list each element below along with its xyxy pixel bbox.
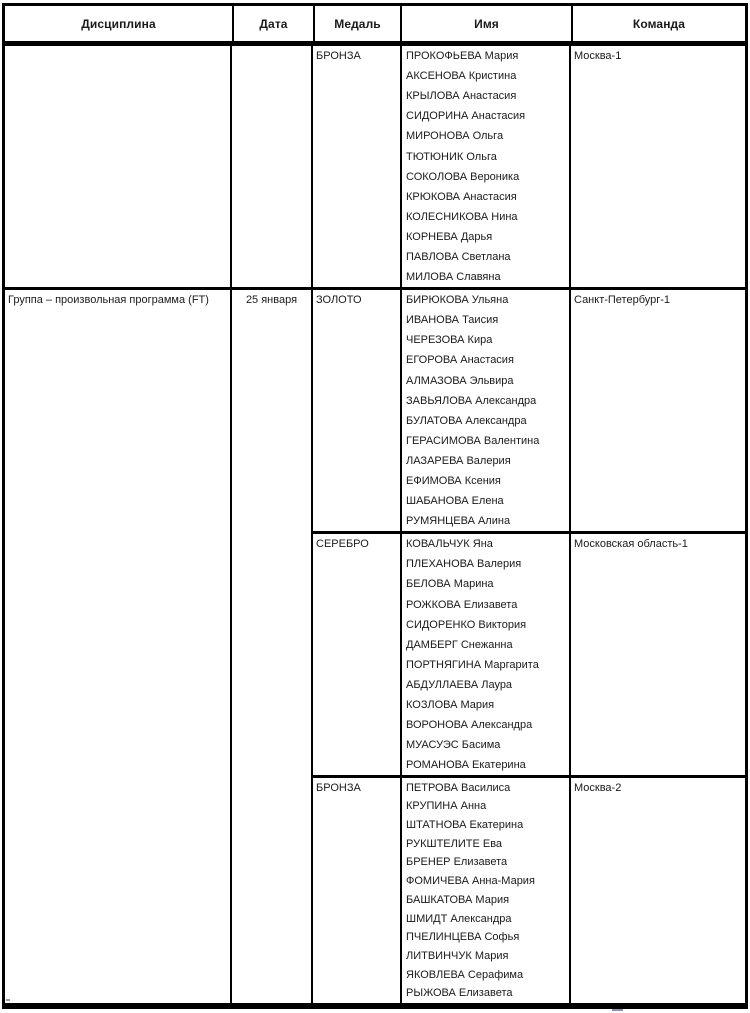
athlete-name: ЕГОРОВА Анастасия bbox=[406, 354, 514, 367]
names-cell bbox=[400, 534, 571, 775]
date-cell bbox=[232, 46, 313, 287]
athlete-name: БЕЛОВА Марина bbox=[406, 578, 494, 591]
team-cell: Москва-1 bbox=[574, 50, 622, 62]
athlete-name: МИРОНОВА Ольга bbox=[406, 130, 504, 143]
athlete-name: ПЧЕЛИНЦЕВА Софья bbox=[406, 931, 520, 944]
names-cell bbox=[400, 46, 571, 287]
athlete-name: ПЛЕХАНОВА Валерия bbox=[406, 558, 522, 571]
athlete-name: МИЛОВА Славяна bbox=[406, 271, 501, 284]
athlete-name: ЛАЗАРЕВА Валерия bbox=[406, 454, 511, 467]
athlete-name: ДАМБЕРГ Снежанна bbox=[406, 638, 513, 651]
athlete-name: ПЕТРОВА Василиса bbox=[406, 781, 511, 794]
athlete-name: ШТАТНОВА Екатерина bbox=[406, 819, 524, 832]
athlete-name: АЛМАЗОВА Эльвира bbox=[406, 374, 514, 387]
athlete-name: ИВАНОВА Таисия bbox=[406, 314, 499, 327]
page-edge-mark bbox=[612, 1009, 623, 1011]
athlete-name: РУКШТЕЛИТЕ Ева bbox=[406, 837, 503, 850]
athlete-name: ПРОКОФЬЕВА Мария bbox=[406, 50, 519, 63]
medal-cell: БРОНЗА bbox=[316, 50, 361, 62]
medal-row bbox=[313, 531, 745, 775]
athlete-name: БРЕНЕР Елизавета bbox=[406, 856, 508, 869]
athlete-name: МУАСУЭС Басима bbox=[406, 739, 501, 752]
athlete-name: ЛИТВИНЧУК Мария bbox=[406, 949, 509, 962]
column-header-team: Команда bbox=[571, 6, 745, 41]
athlete-name: ШМИДТ Александра bbox=[406, 912, 512, 925]
athlete-name: КРУПИНА Анна bbox=[406, 800, 487, 813]
athlete-name: БУЛАТОВА Александра bbox=[406, 414, 527, 427]
names-cell bbox=[400, 778, 571, 1002]
athlete-name: СИДОРИНА Анастасия bbox=[406, 110, 526, 123]
column-header-date: Дата bbox=[232, 6, 313, 41]
athlete-name: КОВАЛЬЧУК Яна bbox=[406, 538, 493, 551]
medal-rows-container bbox=[313, 46, 745, 287]
results-table bbox=[2, 3, 748, 1009]
date-cell: 25 января bbox=[232, 290, 313, 1003]
table-header-row bbox=[5, 6, 745, 46]
athlete-name: КРЫЛОВА Анастасия bbox=[406, 90, 517, 103]
athlete-name: СОКОЛОВА Вероника bbox=[406, 170, 520, 183]
athlete-name: ВОРОНОВА Александра bbox=[406, 719, 533, 732]
discipline-cell: Группа – произвольная программа (FT) bbox=[5, 290, 232, 1003]
athlete-name: ПАВЛОВА Светлана bbox=[406, 250, 511, 263]
athlete-name: РОМАНОВА Екатерина bbox=[406, 759, 526, 772]
athlete-name: ШАБАНОВА Елена bbox=[406, 495, 504, 508]
athlete-name: КОРНЕВА Дарья bbox=[406, 230, 493, 243]
athlete-name: РОЖКОВА Елизавета bbox=[406, 598, 518, 611]
column-header-medal: Медаль bbox=[313, 6, 400, 41]
discipline-row-group bbox=[5, 287, 745, 1003]
names-cell bbox=[400, 290, 571, 531]
athlete-name: АБДУЛЛАЕВА Лаура bbox=[406, 678, 513, 691]
athlete-name: ЗАВЬЯЛОВА Александра bbox=[406, 394, 537, 407]
athlete-name: ЯКОВЛЕВА Серафима bbox=[406, 968, 524, 981]
athlete-name: КОЗЛОВА Мария bbox=[406, 699, 495, 712]
athlete-name: ГЕРАСИМОВА Валентина bbox=[406, 434, 540, 447]
medal-row bbox=[313, 775, 745, 1002]
medal-row bbox=[313, 46, 745, 287]
athlete-name: СИДОРЕНКО Виктория bbox=[406, 618, 527, 631]
medal-cell: БРОНЗА bbox=[316, 782, 361, 795]
discipline-row-group bbox=[5, 46, 745, 287]
medal-cell: ЗОЛОТО bbox=[316, 294, 362, 307]
column-header-discipline: Дисциплина bbox=[81, 16, 156, 31]
discipline-cell bbox=[5, 46, 232, 287]
athlete-name: АКСЕНОВА Кристина bbox=[406, 70, 517, 83]
team-cell: Москва-2 bbox=[574, 782, 622, 795]
athlete-name: БАШКАТОВА Мария bbox=[406, 893, 510, 906]
athlete-name: КОЛЕСНИКОВА Нина bbox=[406, 210, 518, 223]
medal-cell: СЕРЕБРО bbox=[316, 538, 369, 551]
athlete-name: ТЮТЮНИК Ольга bbox=[406, 150, 497, 163]
athlete-name: РЫЖОВА Елизавета bbox=[406, 987, 513, 1000]
athlete-name: КРЮКОВА Анастасия bbox=[406, 190, 517, 203]
column-header-name: Имя bbox=[400, 6, 571, 41]
athlete-name: ЧЕРЕЗОВА Кира bbox=[406, 334, 493, 347]
athlete-name: ФОМИЧЕВА Анна-Мария bbox=[406, 875, 535, 888]
athlete-name: БИРЮКОВА Ульяна bbox=[406, 294, 509, 307]
athlete-name: ЕФИМОВА Ксения bbox=[406, 475, 501, 488]
athlete-name: РУМЯНЦЕВА Алина bbox=[406, 515, 511, 528]
medal-row bbox=[313, 290, 745, 531]
page-artifact-mark bbox=[6, 999, 10, 1001]
team-cell: Санкт-Петербург-1 bbox=[574, 294, 671, 307]
team-cell: Московская область-1 bbox=[574, 538, 688, 551]
athlete-name: ПОРТНЯГИНА Маргарита bbox=[406, 658, 539, 671]
medal-rows-container bbox=[313, 290, 745, 1003]
table-body bbox=[5, 46, 745, 1003]
